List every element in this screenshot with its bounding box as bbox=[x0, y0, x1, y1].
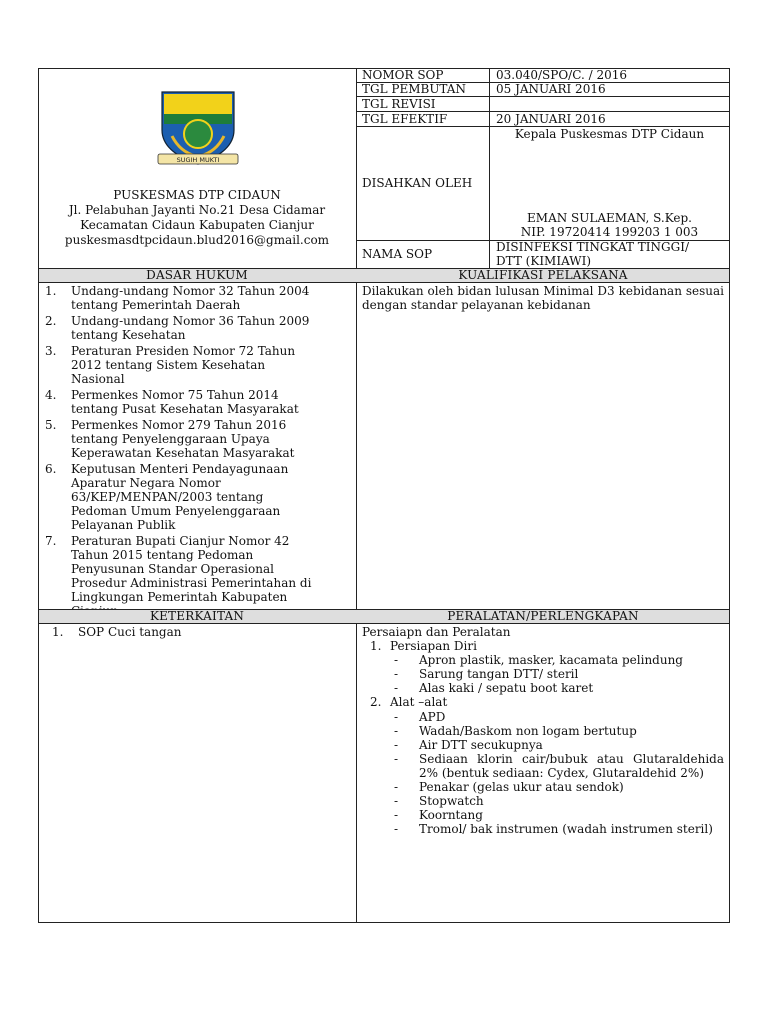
group-label: Persiapan Diri bbox=[390, 639, 477, 653]
kualifikasi-text: Dilakukan oleh bidan lulusan Minimal D3 kebidanan sesuai dengan standar pelayanan kebidanan bbox=[362, 284, 724, 312]
nama-sop-label: NAMA SOP bbox=[362, 247, 433, 261]
list-item: 1. Undang-undang Nomor 32 Tahun 2004 tentang Pemerintah Daerah bbox=[45, 284, 310, 312]
tgl-pembutan-label: TGL PEMBUTAN bbox=[362, 82, 466, 96]
tgl-revisi-label: TGL REVISI bbox=[362, 97, 436, 111]
email-address: puskesmasdtpcidaun.blud2016@gmail.com bbox=[64, 233, 330, 247]
kualifikasi-heading: KUALIFIKASI PELAKSANA bbox=[458, 268, 628, 282]
approver-title: Kepala Puskesmas DTP Cidaun bbox=[514, 127, 705, 141]
address-line-1: Jl. Pelabuhan Jayanti No.21 Desa Cidamar bbox=[68, 203, 326, 217]
org-name: PUSKESMAS DTP CIDAUN bbox=[113, 188, 281, 202]
disahkan-oleh-label: DISAHKAN OLEH bbox=[362, 176, 473, 190]
list-item: 2. Undang-undang Nomor 36 Tahun 2009 tentang Kesehatan bbox=[45, 314, 310, 342]
dasar-hukum-list bbox=[38, 284, 354, 618]
tgl-pembutan-value: 05 JANUARI 2016 bbox=[496, 82, 606, 96]
list-item: 3. Peraturan Presiden Nomor 72 Tahun 2012 tentang Sistem Kesehatan Nasional bbox=[45, 344, 296, 386]
nomor-sop-value: 03.040/SPO/C. / 2016 bbox=[496, 68, 627, 82]
tgl-efektif-label: TGL EFEKTIF bbox=[362, 112, 448, 126]
logo-motto: SUGIH MUKTI bbox=[176, 156, 220, 164]
group-label: Alat –alat bbox=[390, 695, 448, 709]
approver-name: EMAN SULAEMAN, S.Kep. bbox=[527, 211, 692, 225]
alat-list bbox=[356, 710, 724, 836]
group-number: 2. bbox=[370, 695, 382, 709]
list-item: 6. Keputusan Menteri Pendayagunaan Aparatur Negara Nomor 63/KEP/MENPAN/2003 tentang Pedoman Umum Penyelenggaraan Pelayanan Publik bbox=[45, 462, 289, 532]
list-item: 5. Permenkes Nomor 279 Tahun 2016 tentang Penyelenggaraan Upaya Keperawatan Kesehatan Masyarakat bbox=[45, 418, 295, 460]
list-item: 1. SOP Cuci tangan bbox=[52, 625, 182, 639]
cianjur-logo-icon bbox=[150, 86, 246, 170]
persiapan-diri-list bbox=[356, 653, 724, 695]
row-divider bbox=[38, 282, 730, 283]
peralatan-intro: Persaiapn dan Peralatan bbox=[362, 625, 511, 639]
dasar-hukum-heading: DASAR HUKUM bbox=[146, 268, 248, 282]
list-item: - Sediaan klorin cair/bubuk atau Glutaraldehida 2% (bentuk sediaan: Cydex, Glutaraldehid 2%) bbox=[394, 752, 724, 780]
tgl-efektif-value: 20 JANUARI 2016 bbox=[496, 112, 606, 126]
list-item: 7. Peraturan Bupati Cianjur Nomor 42 Tahun 2015 tentang Pedoman Penyusunan Standar Operasional Prosedur Administrasi Pemerintahan di Lingkungan Pemerintah Kabupaten bbox=[45, 534, 312, 604]
group-number: 1. bbox=[370, 639, 382, 653]
keterkaitan-heading: KETERKAITAN bbox=[149, 609, 245, 623]
nomor-sop-label: NOMOR SOP bbox=[362, 68, 444, 82]
list-item: 4. Permenkes Nomor 75 Tahun 2014 tentang Pusat Kesehatan Masyarakat bbox=[45, 388, 299, 416]
list-item: - Wadah/Baskom non logam bertutup bbox=[394, 724, 637, 738]
sop-title-line-1: DISINFEKSI TINGKAT TINGGI/ bbox=[496, 240, 689, 254]
list-item: - Penakar (gelas ukur atau sendok) bbox=[394, 780, 624, 794]
list-item: - Sarung tangan DTT/ steril bbox=[394, 667, 579, 681]
list-item: - Tromol/ bak instrumen (wadah instrumen steril) bbox=[394, 822, 713, 836]
list-item: - Stopwatch bbox=[394, 794, 484, 808]
list-item: - Apron plastik, masker, kacamata pelindung bbox=[394, 653, 683, 667]
row-divider bbox=[38, 623, 730, 624]
list-item: - APD bbox=[394, 710, 446, 724]
list-item: - Air DTT secukupnya bbox=[394, 738, 543, 752]
peralatan-heading: PERALATAN/PERLENGKAPAN bbox=[447, 609, 639, 623]
list-item: - Alas kaki / sepatu boot karet bbox=[394, 681, 594, 695]
sop-title-line-2: DTT (KIMIAWI) bbox=[496, 254, 592, 268]
list-item: - Koorntang bbox=[394, 808, 483, 822]
approver-nip: NIP. 19720414 199203 1 003 bbox=[520, 225, 699, 239]
keterkaitan-list bbox=[38, 625, 354, 639]
address-line-2: Kecamatan Cidaun Kabupaten Cianjur bbox=[80, 218, 314, 232]
